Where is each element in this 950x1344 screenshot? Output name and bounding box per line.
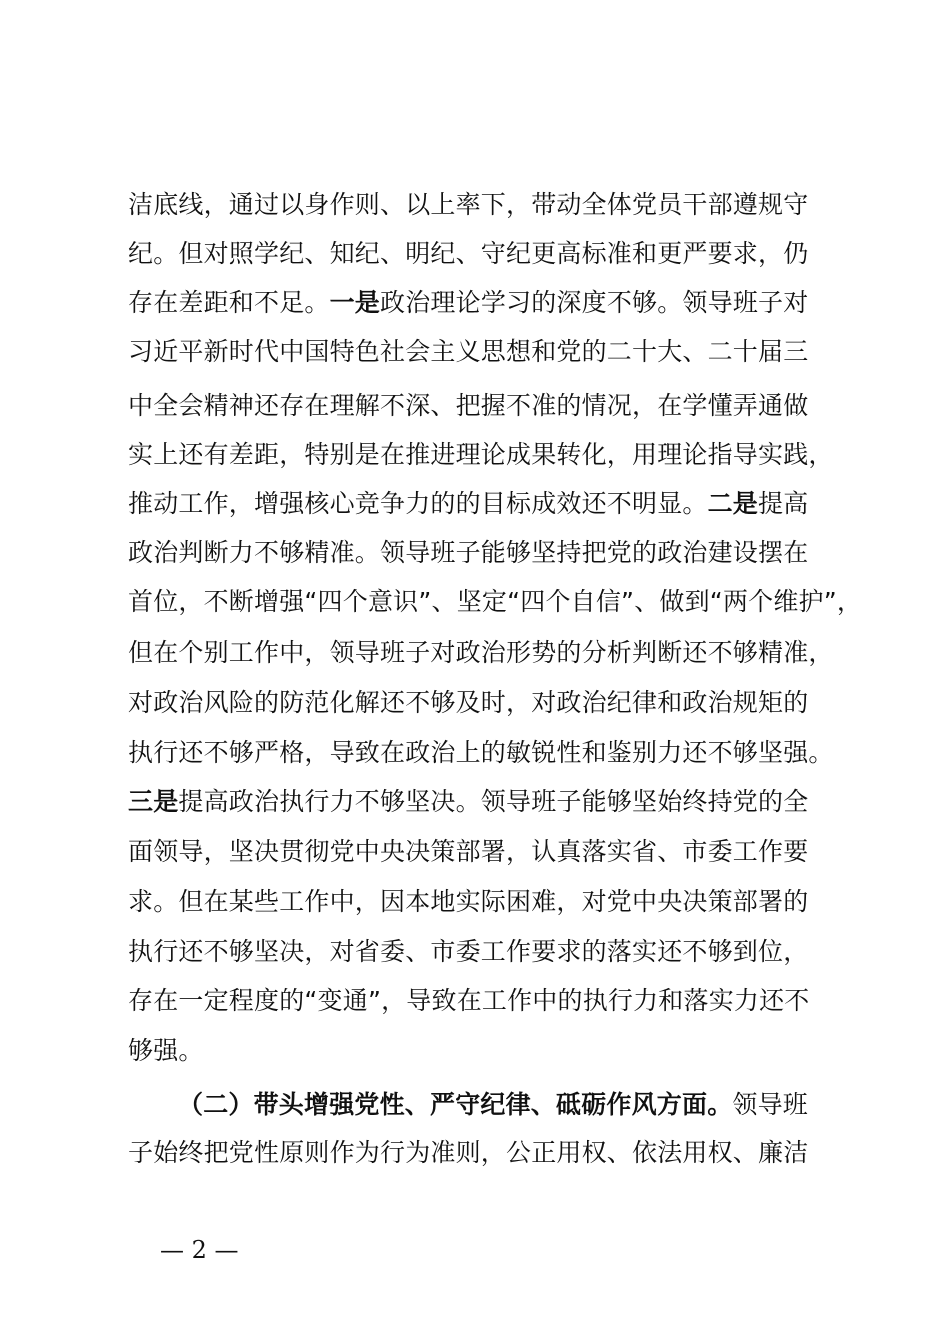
- bold-marker: 三是: [128, 787, 179, 816]
- text-run: 政治理论学习的深度不够。领导班子对: [380, 288, 809, 317]
- text-line: 执行还不够坚决，对省委、市委工作要求的落实还不够到位，: [128, 937, 809, 966]
- text-line: 存在一定程度的“变通”，导致在工作中的执行力和落实力还不: [128, 986, 810, 1015]
- text-run: 存在差距和不足。: [128, 288, 330, 317]
- page-number: — 2 —: [160, 1236, 239, 1264]
- section-heading-line: [178, 1080, 828, 1129]
- text-line: 但在个别工作中，领导班子对政治形势的分析判断还不够精准，: [128, 638, 834, 667]
- bold-marker: 一是: [329, 288, 381, 317]
- section-heading: （二）带头增强党性、严守纪律、砥砺作风方面。: [178, 1090, 733, 1119]
- text-line: 执行还不够严格，导致在政治上的敏锐性和鉴别力还不够坚强。: [128, 738, 834, 767]
- text-line: 中全会精神还存在理解不深、把握不准的情况，在学懂弄通做: [128, 391, 809, 420]
- text-line: 求。但在某些工作中，因本地实际困难，对党中央决策部署的: [128, 887, 809, 916]
- text-line: 子始终把党性原则作为行为准则，公正用权、依法用权、廉洁: [128, 1138, 809, 1167]
- text-line: [128, 278, 828, 327]
- text-run: 提高政治执行力不够坚决。领导班子能够坚始终持党的全: [178, 787, 809, 816]
- text-line: 政治判断力不够精准。领导班子能够坚持把党的政治建设摆在: [128, 538, 809, 567]
- text-line: 纪。但对照学纪、知纪、明纪、守纪更高标准和更严要求，仍: [128, 239, 809, 268]
- text-line: 面领导，坚决贯彻党中央决策部署，认真落实省、市委工作要: [128, 837, 809, 866]
- text-line: [128, 479, 828, 528]
- text-line: 洁底线，通过以身作则、以上率下，带动全体党员干部遵规守: [128, 190, 809, 219]
- text-line: 够强。: [128, 1036, 204, 1065]
- text-run: 提高: [758, 489, 809, 518]
- text-line: [128, 777, 828, 826]
- text-line: 对政治风险的防范化解还不够及时，对政治纪律和政治规矩的: [128, 688, 809, 717]
- bold-marker: 二是: [707, 489, 759, 518]
- text-line: 首位，不断增强“四个意识”、坚定“四个自信”、做到“两个维护”，: [128, 587, 863, 616]
- text-run: 推动工作，增强核心竞争力的的目标成效还不明显。: [128, 489, 708, 518]
- text-line: 实上还有差距，特别是在推进理论成果转化，用理论指导实践，: [128, 440, 834, 469]
- text-run: 领导班: [732, 1090, 809, 1119]
- text-line: 习近平新时代中国特色社会主义思想和党的二十大、二十届三: [128, 337, 809, 366]
